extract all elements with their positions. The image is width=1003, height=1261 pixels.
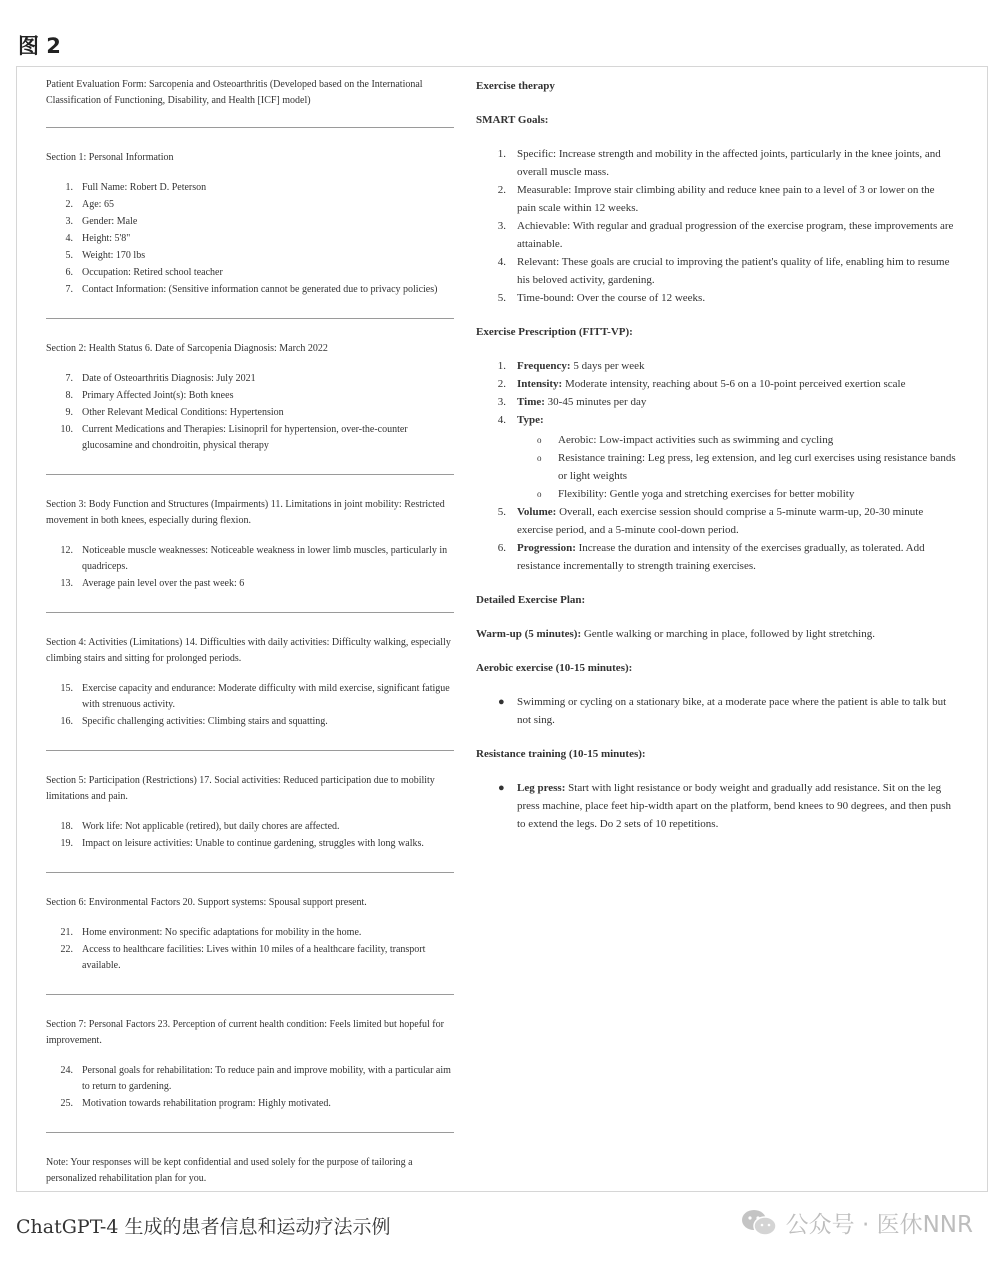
warmup-key: Warm-up (5 minutes): xyxy=(476,628,582,640)
resistance-list xyxy=(476,779,956,833)
item-number: 4. xyxy=(497,414,506,426)
item-number: 10. xyxy=(60,424,73,435)
list-item xyxy=(46,422,454,454)
list-item xyxy=(476,357,956,375)
item-key: Volume: xyxy=(517,506,557,518)
section-item-list xyxy=(46,681,454,730)
item-text: Height: 5'8" xyxy=(82,233,131,244)
section-heading: Section 4: Activities (Limitations) 14. Difficulties with daily activities: Difficulty walking, especially climbing stairs and sitting for prolonged periods. xyxy=(46,637,451,664)
item-key: Time: xyxy=(517,396,545,408)
list-item xyxy=(476,539,956,575)
item-number: 21. xyxy=(60,927,73,938)
section-heading: Section 5: Participation (Restrictions) 17. Social activities: Reduced participation due to mobility limitations and pain. xyxy=(46,775,435,802)
list-item xyxy=(46,1063,454,1095)
fitt-heading: Exercise Prescription (FITT-VP): xyxy=(476,326,633,338)
item-number: 5. xyxy=(65,250,73,261)
list-item xyxy=(46,282,454,298)
section-item-list xyxy=(46,371,454,454)
item-text: Access to healthcare facilities: Lives within 10 miles of a healthcare facility, transport available. xyxy=(82,944,426,971)
section-heading: Section 2: Health Status 6. Date of Sarcopenia Diagnosis: March 2022 xyxy=(46,343,328,354)
warmup-text: Gentle walking or marching in place, followed by light stretching. xyxy=(581,628,875,640)
divider xyxy=(46,750,454,751)
item-text: Resistance training: Leg press, leg extension, and leg curl exercises using resistance bands or light weights xyxy=(558,452,956,482)
item-text: Current Medications and Therapies: Lisinopril for hypertension, over-the-counter glucosamine and chondroitin, physical therapy xyxy=(82,424,408,451)
item-number: 15. xyxy=(60,683,73,694)
item-number: 2. xyxy=(497,184,506,196)
list-item xyxy=(46,1096,454,1112)
section-item-list xyxy=(46,925,454,974)
item-number: 24. xyxy=(60,1065,73,1076)
item-key: Type: xyxy=(517,414,544,426)
item-text: 30-45 minutes per day xyxy=(544,396,647,408)
divider xyxy=(46,474,454,475)
list-item xyxy=(46,371,454,387)
item-number: 5. xyxy=(497,506,506,518)
resistance-key: Leg press: xyxy=(517,782,566,794)
list-item xyxy=(46,388,454,404)
item-number: 7. xyxy=(65,284,73,295)
list-item xyxy=(517,431,956,449)
watermark-text: 公众号 · 医休NNR xyxy=(785,1212,973,1238)
figure-label: 图 2 xyxy=(18,34,61,58)
item-text: Relevant: These goals are crucial to improving the patient's quality of life, enabling him to resume his beloved activity, gardening. xyxy=(517,256,950,286)
smart-heading: SMART Goals: xyxy=(476,114,549,126)
list-item xyxy=(517,485,956,503)
item-text: Flexibility: Gentle yoga and stretching exercises for better mobility xyxy=(558,488,855,500)
resistance-heading: Resistance training (10-15 minutes): xyxy=(476,748,646,760)
list-item xyxy=(476,375,956,393)
item-text: 5 days per week xyxy=(570,360,645,372)
aerobic-heading: Aerobic exercise (10-15 minutes): xyxy=(476,662,633,674)
item-key: Intensity: xyxy=(517,378,563,390)
divider xyxy=(46,1132,454,1133)
form-note: Note: Your responses will be kept confidential and used solely for the purpose of tailoring a personalized rehabilitation plan for you. xyxy=(46,1157,413,1184)
warmup-line xyxy=(476,625,956,643)
watermark xyxy=(740,1206,973,1239)
list-item xyxy=(476,217,956,253)
item-number: 16. xyxy=(60,716,73,727)
circle-bullet-icon: o xyxy=(537,435,542,445)
item-number: 4. xyxy=(65,233,73,244)
item-number: 2. xyxy=(65,199,73,210)
bullet-icon: ● xyxy=(498,782,505,794)
list-item xyxy=(46,925,454,941)
item-text: Full Name: Robert D. Peterson xyxy=(82,182,207,193)
item-number: 6. xyxy=(497,542,506,554)
section-heading: Section 6: Environmental Factors 20. Support systems: Spousal support present. xyxy=(46,897,367,908)
plan-heading: Detailed Exercise Plan: xyxy=(476,594,586,606)
item-number: 4. xyxy=(497,256,506,268)
item-text: Gender: Male xyxy=(82,216,138,227)
item-number: 1. xyxy=(497,360,506,372)
divider xyxy=(46,127,454,128)
item-number: 3. xyxy=(65,216,73,227)
type-sublist xyxy=(517,431,956,503)
item-number: 3. xyxy=(497,220,506,232)
item-text: Noticeable muscle weaknesses: Noticeable weakness in lower limb muscles, particularly in quadriceps. xyxy=(82,545,448,572)
list-item xyxy=(476,411,956,503)
item-text: Date of Osteoarthritis Diagnosis: July 2021 xyxy=(82,373,256,384)
section-heading: Section 7: Personal Factors 23. Perception of current health condition: Feels limited but hopeful for improvement. xyxy=(46,1019,444,1046)
exercise-therapy xyxy=(476,77,956,849)
list-item xyxy=(46,714,454,730)
list-item xyxy=(476,393,956,411)
item-number: 6. xyxy=(65,267,73,278)
item-number: 2. xyxy=(497,378,506,390)
section-item-list xyxy=(46,1063,454,1112)
divider xyxy=(46,994,454,995)
item-number: 1. xyxy=(65,182,73,193)
item-number: 9. xyxy=(65,407,73,418)
list-item xyxy=(46,942,454,974)
item-text: Specific: Increase strength and mobility in the affected joints, particularly in the knee joints, and overall muscle mass. xyxy=(517,148,941,178)
list-item xyxy=(46,248,454,264)
resistance-text: Start with light resistance or body weight and gradually add resistance. Sit on the leg press machine, place feet hip-width apart on the platform, bend knees to 90 degrees, and then push to extend the legs. Do 2 sets of 10 repetitions. xyxy=(517,782,952,830)
item-text: Primary Affected Joint(s): Both knees xyxy=(82,390,234,401)
aerobic-item: Swimming or cycling on a stationary bike, at a moderate pace where the patient is able to talk but not sing. xyxy=(517,696,947,726)
list-item xyxy=(46,231,454,247)
therapy-heading: Exercise therapy xyxy=(476,80,555,92)
item-number: 18. xyxy=(60,821,73,832)
list-item xyxy=(46,405,454,421)
smart-goals-list xyxy=(476,145,956,307)
list-item xyxy=(476,503,956,539)
item-text: Aerobic: Low-impact activities such as swimming and cycling xyxy=(558,434,834,446)
item-number: 13. xyxy=(60,578,73,589)
form-sections xyxy=(46,150,454,1133)
form-title: Patient Evaluation Form: Sarcopenia and Osteoarthritis (Developed based on the International Classification of Functioning, Disability, and Health [ICF] model) xyxy=(46,79,423,106)
item-key: Progression: xyxy=(517,542,576,554)
item-number: 8. xyxy=(65,390,73,401)
item-text: Average pain level over the past week: 6 xyxy=(82,578,245,589)
list-item xyxy=(46,197,454,213)
item-text: Home environment: No specific adaptations for mobility in the home. xyxy=(82,927,362,938)
item-key: Frequency: xyxy=(517,360,571,372)
item-number: 1. xyxy=(497,148,506,160)
item-text: Occupation: Retired school teacher xyxy=(82,267,223,278)
item-text: Specific challenging activities: Climbing stairs and squatting. xyxy=(82,716,328,727)
item-text: Achievable: With regular and gradual progression of the exercise program, these improvements are attainable. xyxy=(517,220,954,250)
item-text: Exercise capacity and endurance: Moderate difficulty with mild exercise, significant fatigue with strenuous activity. xyxy=(82,683,450,710)
list-item xyxy=(46,214,454,230)
list-item xyxy=(476,779,956,833)
item-text: Other Relevant Medical Conditions: Hypertension xyxy=(82,407,284,418)
divider xyxy=(46,318,454,319)
item-number: 22. xyxy=(60,944,73,955)
list-item xyxy=(476,181,956,217)
item-text: Work life: Not applicable (retired), but daily chores are affected. xyxy=(82,821,340,832)
list-item xyxy=(46,180,454,196)
item-text: Measurable: Improve stair climbing ability and reduce knee pain to a level of 3 or lower on the pain scale within 12 weeks. xyxy=(517,184,935,214)
figure-panel xyxy=(16,66,988,1192)
section-heading: Section 1: Personal Information xyxy=(46,152,174,163)
item-number: 7. xyxy=(65,373,73,384)
item-text: Impact on leisure activities: Unable to continue gardening, struggles with long walks. xyxy=(82,838,424,849)
item-number: 19. xyxy=(60,838,73,849)
list-item xyxy=(46,681,454,713)
item-text: Contact Information: (Sensitive information cannot be generated due to privacy policies) xyxy=(82,284,438,295)
figure-caption: ChatGPT-4 生成的患者信息和运动疗法示例 xyxy=(16,1216,391,1238)
list-item xyxy=(46,836,454,852)
list-item xyxy=(46,543,454,575)
item-number: 5. xyxy=(497,292,506,304)
list-item xyxy=(476,253,956,289)
item-text: Weight: 170 lbs xyxy=(82,250,146,261)
list-item xyxy=(476,145,956,181)
item-number: 25. xyxy=(60,1098,73,1109)
item-text: Time-bound: Over the course of 12 weeks. xyxy=(517,292,706,304)
divider xyxy=(46,872,454,873)
wechat-icon xyxy=(740,1209,778,1237)
evaluation-form xyxy=(46,77,454,1187)
circle-bullet-icon: o xyxy=(537,489,542,499)
item-text: Overall, each exercise session should comprise a 5-minute warm-up, 20-30 minute exercise period, and a 5-minute cool-down period. xyxy=(517,506,924,536)
section-heading: Section 3: Body Function and Structures (Impairments) 11. Limitations in joint mobility: Restricted movement in both knees, especially during flexion. xyxy=(46,499,445,526)
list-item xyxy=(46,265,454,281)
circle-bullet-icon: o xyxy=(537,453,542,463)
bullet-icon: ● xyxy=(498,696,505,708)
list-item xyxy=(46,576,454,592)
item-text: Increase the duration and intensity of the exercises gradually, as tolerated. Add resistance incrementally to strength training exercises. xyxy=(517,542,925,572)
section-item-list xyxy=(46,180,454,298)
list-item xyxy=(46,819,454,835)
aerobic-list xyxy=(476,693,956,729)
section-item-list xyxy=(46,543,454,592)
item-number: 3. xyxy=(497,396,506,408)
list-item xyxy=(476,693,956,729)
item-number: 12. xyxy=(60,545,73,556)
section-item-list xyxy=(46,819,454,852)
fitt-list xyxy=(476,357,956,575)
divider xyxy=(46,612,454,613)
item-text: Moderate intensity, reaching about 5-6 on a 10-point perceived exertion scale xyxy=(562,378,906,390)
list-item xyxy=(517,449,956,485)
list-item xyxy=(476,289,956,307)
item-text: Motivation towards rehabilitation program: Highly motivated. xyxy=(82,1098,331,1109)
item-text: Personal goals for rehabilitation: To reduce pain and improve mobility, with a particular aim to return to gardening. xyxy=(82,1065,451,1092)
item-text: Age: 65 xyxy=(82,199,114,210)
